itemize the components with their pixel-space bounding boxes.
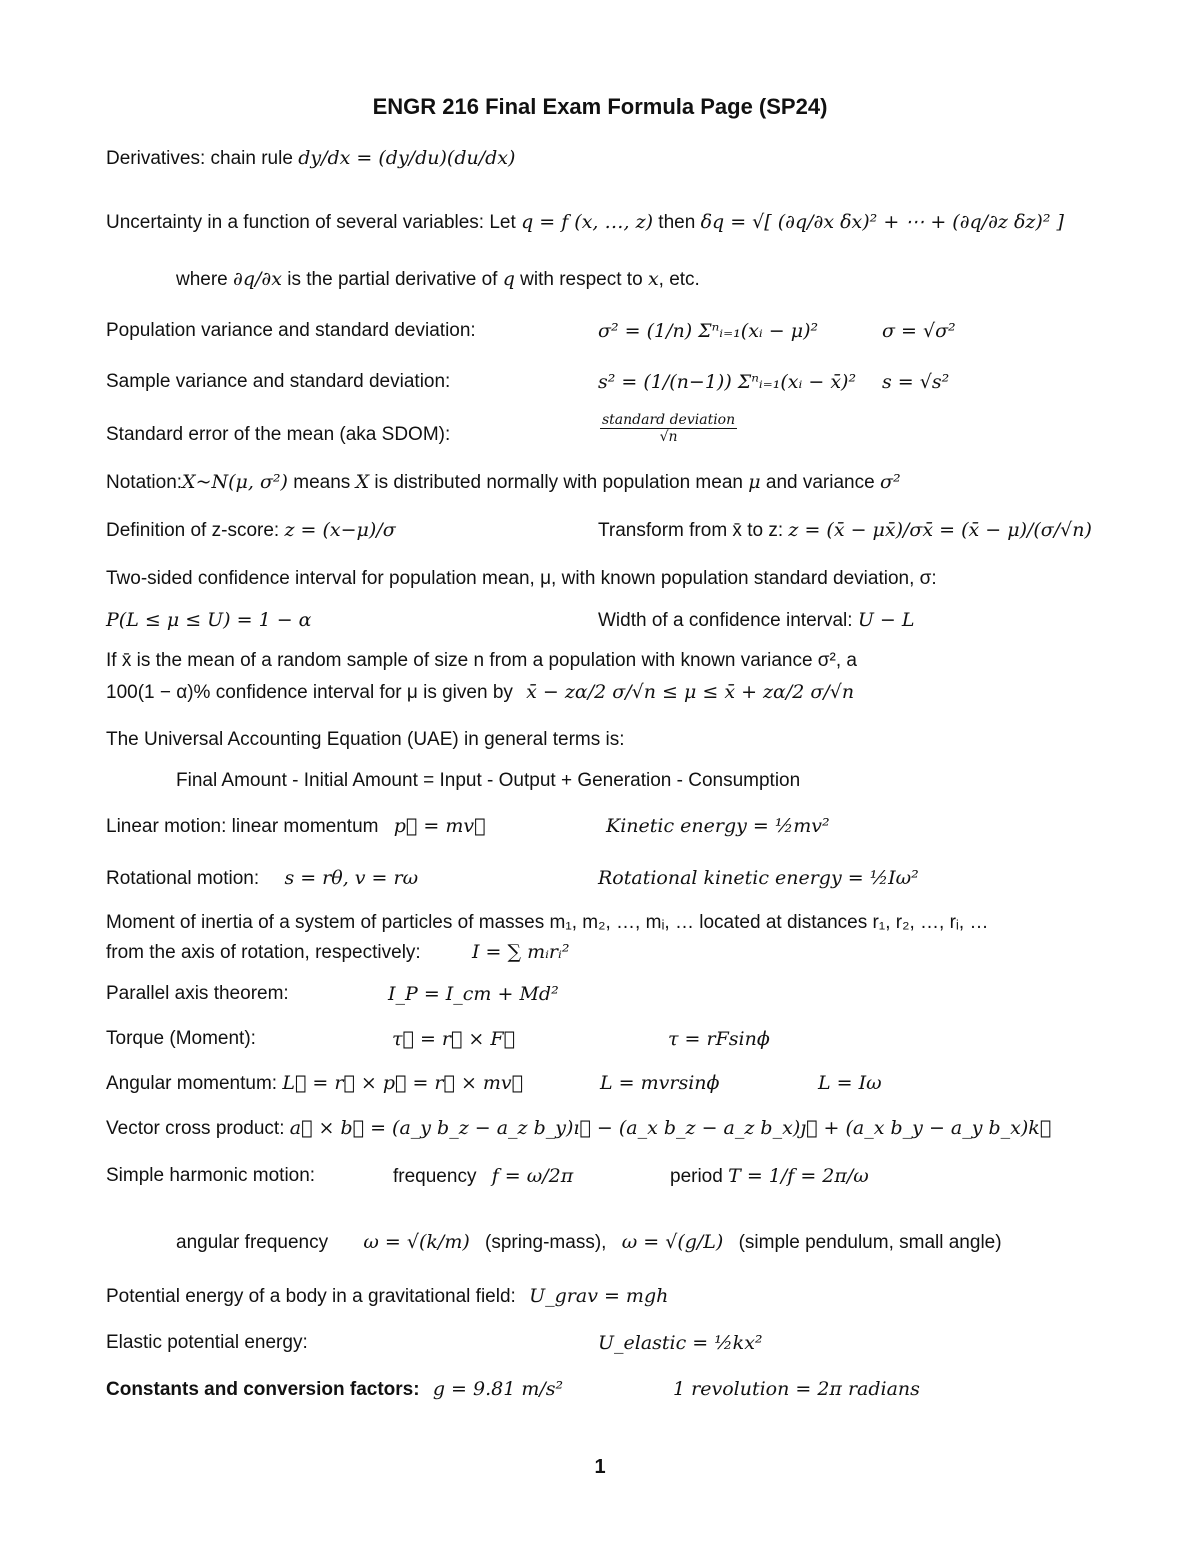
cross-equation: a⃗ × b⃗ = (a_y b_z − a_z b_y)ı⃗ − (a_x b_z − a_z b_x)ȷ⃗ + (a_x b_y − a_y b_x)k⃗ (289, 1117, 1052, 1139)
potential-line (106, 1284, 668, 1309)
period-label: period (670, 1166, 723, 1187)
sdom-fraction (600, 412, 737, 445)
sdom-label: Standard error of the mean (aka SDOM): (106, 424, 451, 445)
frequency-equation: f = ω/2π (491, 1165, 574, 1187)
derivatives-label: Derivatives: chain rule (106, 148, 293, 169)
linear-line (106, 814, 485, 839)
where-pre: where (176, 269, 228, 290)
constants-label: Constants and conversion factors: (106, 1379, 420, 1400)
notation-pre: Notation: (106, 472, 183, 493)
rotational-equation: s = rθ, v = rω (284, 867, 419, 889)
uncertainty-label: Uncertainty in a function of several variables: Let (106, 212, 516, 233)
transform-label: Transform from x̄ to z: (598, 520, 784, 541)
uae-title: The Universal Accounting Equation (UAE) in general terms is: (106, 729, 625, 750)
pop-var-label: Population variance and standard deviation: (106, 320, 476, 341)
notation-equation: X~N(μ, σ²) (182, 471, 288, 493)
page-number: 1 (594, 1456, 606, 1478)
notation-text: means (293, 472, 351, 493)
uncertainty-then: then (658, 212, 696, 233)
shm-frequency (393, 1164, 573, 1189)
transform-line (598, 518, 1092, 543)
elastic-equation: U_elastic = ½kx² (598, 1332, 763, 1354)
ci-probability-equation: P(L ≤ μ ≤ U) = 1 − α (106, 609, 312, 631)
inertia-equation: I = ∑ mᵢrᵢ² (471, 941, 570, 963)
page-title: ENGR 216 Final Exam Formula Page (SP24) (372, 94, 828, 119)
rotational-label: Rotational motion: (106, 868, 260, 889)
angfreq-pendulum-equation: ω = √(g/L) (621, 1231, 724, 1253)
torque-scalar-equation: τ = rFsinϕ (668, 1028, 770, 1050)
pop-var-equation: σ² = (1/n) Σⁿᵢ₌₁(xᵢ − μ)² (598, 320, 819, 342)
partial-fraction: ∂q/∂x (233, 268, 282, 290)
samp-var-label: Sample variance and standard deviation: (106, 371, 451, 392)
ci-interval-equation: x̄ − zα/2 σ/√n ≤ μ ≤ x̄ + zα/2 σ/√n (526, 681, 855, 703)
notation-text3: and variance (765, 472, 875, 493)
transform-equation: z = (x̄ − μx̄)/σx̄ = (x̄ − μ)/(σ/√n) (788, 519, 1092, 541)
cross-line (106, 1116, 1051, 1141)
sdom-denominator: √n (659, 429, 678, 445)
ci-width-line (598, 608, 914, 633)
ci-width-equation: U − L (857, 609, 915, 631)
torque-label: Torque (Moment): (106, 1028, 256, 1049)
where-q: q (502, 268, 515, 290)
notation-x: X (355, 471, 370, 493)
notation-mu: μ (748, 471, 761, 493)
linear-label: Linear motion: linear momentum (106, 816, 379, 837)
where-line (176, 267, 700, 292)
sdom-equation (598, 412, 739, 445)
angfreq-spring-equation: ω = √(k/m) (363, 1231, 470, 1253)
angular-label: Angular momentum: (106, 1073, 278, 1094)
parallel-equation: I_P = I_cm + Md² (388, 983, 559, 1005)
rotational-ke-equation: Rotational kinetic energy = ½Iω² (598, 867, 919, 889)
angfreq-line (176, 1230, 1002, 1255)
samp-std-equation: s = √s² (882, 371, 950, 393)
potential-label: Potential energy of a body in a gravitational field: (106, 1286, 516, 1307)
angular-inertia-equation: L = Iω (818, 1072, 882, 1094)
parallel-label: Parallel axis theorem: (106, 983, 289, 1004)
elastic-label: Elastic potential energy: (106, 1332, 308, 1353)
spring-mass-text: (spring-mass), (485, 1232, 607, 1253)
zscore-label: Definition of z-score: (106, 520, 280, 541)
constants-line (106, 1377, 563, 1402)
notation-text2: is distributed normally with population mean (374, 472, 743, 493)
pop-std-equation: σ = √σ² (882, 320, 956, 342)
uncertainty-equation: δq = √[ (∂q/∂x δx)² + ⋯ + (∂q/∂z δz)² ] (700, 211, 1064, 233)
ci-width-label: Width of a confidence interval: (598, 610, 853, 631)
where-end: , etc. (658, 269, 700, 290)
momentum-equation: p⃗ = mv⃗ (393, 815, 486, 837)
rotational-line (106, 866, 418, 891)
angular-scalar-equation: L = mvrsinϕ (600, 1072, 720, 1094)
torque-vector-equation: τ⃗ = r⃗ × F⃗ (392, 1028, 515, 1050)
where-x: x (647, 268, 659, 290)
inertia-line-2 (106, 940, 569, 965)
chain-rule-equation: dy/dx = (dy/du)(du/dx) (298, 147, 516, 169)
ci-text-2-line (106, 680, 854, 705)
ci-text-1: If x̄ is the mean of a random sample of size n from a population with known variance σ², a (106, 650, 857, 671)
revolution-conversion: 1 revolution = 2π radians (673, 1378, 920, 1400)
angular-vector-equation: L⃗ = r⃗ × p⃗ = r⃗ × mv⃗ (282, 1072, 524, 1094)
notation-variance: σ² (879, 471, 901, 493)
angfreq-label: angular frequency (176, 1232, 329, 1253)
potential-equation: U_grav = mgh (529, 1285, 669, 1307)
gravity-constant: g = 9.81 m/s² (432, 1378, 564, 1400)
zscore-equation: z = (x−μ)/σ (284, 519, 396, 541)
derivatives-line (106, 146, 515, 171)
inertia-text-1: Moment of inertia of a system of particles of masses m₁, m₂, …, mᵢ, … located at distances r₁, r₂, …, rᵢ, … (106, 912, 989, 933)
shm-label: Simple harmonic motion: (106, 1165, 316, 1186)
uae-equation: Final Amount - Initial Amount = Input - Output + Generation - Consumption (176, 770, 801, 791)
where-text: is the partial derivative of (287, 269, 498, 290)
ci-text-2: 100(1 − α)% confidence interval for μ is given by (106, 682, 513, 703)
uncertainty-line (106, 210, 1064, 235)
angular-line (106, 1071, 523, 1096)
kinetic-energy-equation: Kinetic energy = ½mv² (606, 815, 830, 837)
pendulum-text: (simple pendulum, small angle) (738, 1232, 1002, 1253)
cross-label: Vector cross product: (106, 1118, 285, 1139)
inertia-text-2: from the axis of rotation, respectively: (106, 942, 421, 963)
sdom-numerator: standard deviation (602, 412, 736, 428)
frequency-label: frequency (393, 1166, 477, 1187)
shm-period (670, 1164, 869, 1189)
samp-var-equation: s² = (1/(n−1)) Σⁿᵢ₌₁(xᵢ − x̄)² (598, 371, 857, 393)
zscore-line (106, 518, 396, 543)
uncertainty-function: q = f (x, …, z) (521, 211, 654, 233)
ci-title: Two-sided confidence interval for population mean, μ, with known population standard deviation, σ: (106, 568, 937, 589)
notation-line (106, 470, 901, 495)
period-equation: T = 1/f = 2π/ω (728, 1165, 869, 1187)
where-mid: with respect to (520, 269, 643, 290)
